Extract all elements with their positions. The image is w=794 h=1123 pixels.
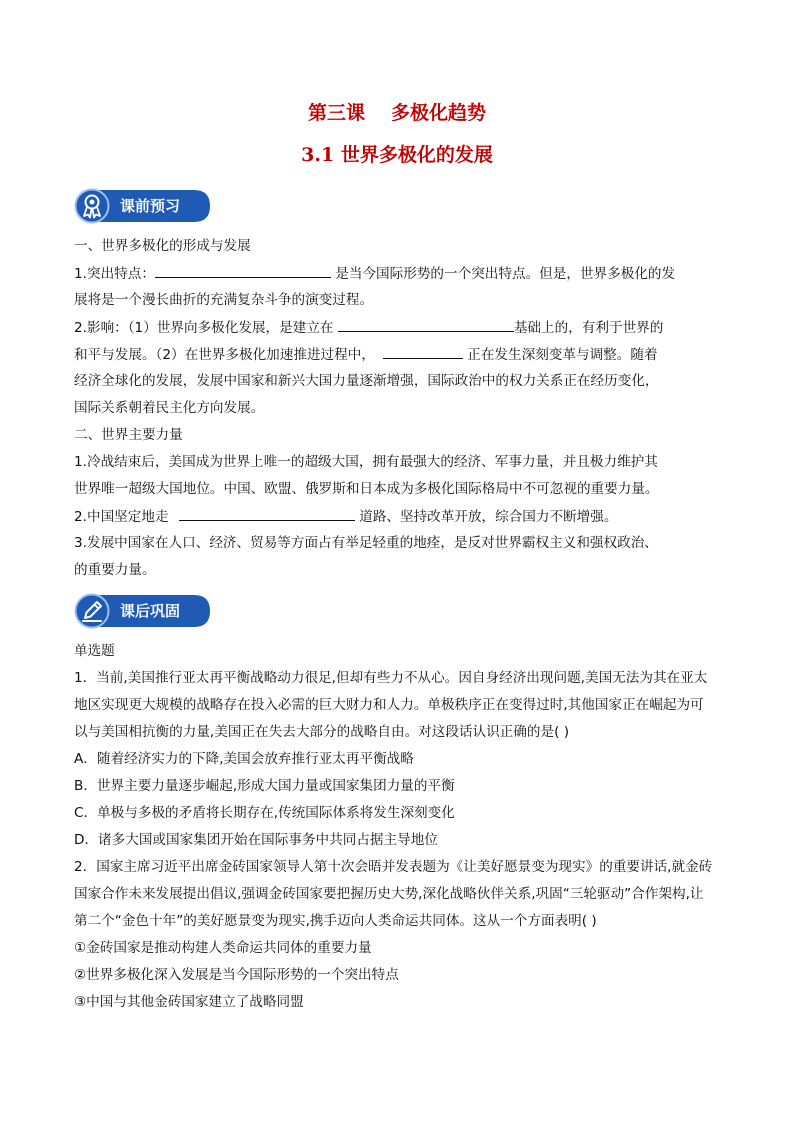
lesson-number: 第三课 xyxy=(307,102,365,124)
question-1-line-2: 地区实现更大规模的战略存在投入必需的巨大财力和人力。单极秩序正在变得过时,其他国家正在崛起为可 xyxy=(74,697,704,713)
preview-heading-2: 二、世界主要力量 xyxy=(74,427,183,443)
review-badge xyxy=(74,593,212,629)
question-2-line-1: 2．国家主席习近平出席金砖国家领导人第十次会晤并发表题为《让美好愿景变为现实》的重要讲话,就金砖 xyxy=(74,859,713,875)
text: 是当今国际形势的一个突出特点。但是，世界多极化的发 xyxy=(330,266,676,282)
fill-blank xyxy=(155,263,331,278)
preview-force-1-line-1: 1.冷战结束后，美国成为世界上唯一的超级大国，拥有最强大的经济、军事力量，并且极力维护其 xyxy=(74,454,658,470)
question-1-option-b: B．世界主要力量逐步崛起,形成大国力量或国家集团力量的平衡 xyxy=(74,778,455,794)
preview-force-3-line-2: 的重要力量。 xyxy=(74,562,156,578)
text: 正在发生深刻变革与调整。随着 xyxy=(462,347,658,363)
text: 道路、坚持改革开放，综合国力不断增强。 xyxy=(354,509,618,525)
question-2-line-2: 国家合作未来发展提出倡议,强调金砖国家要把握历史大势,深化战略伙伴关系,巩固“三轮驱动”合作架构,让 xyxy=(74,886,704,902)
fill-blank xyxy=(179,506,355,521)
fill-blank xyxy=(383,344,463,359)
question-1-option-d: D．诸多大国或国家集团开始在国际事务中共同占据主导地位 xyxy=(74,832,438,848)
preview-item-2-line-1 xyxy=(74,317,663,338)
text: 2.中国坚定地走 xyxy=(74,509,173,525)
text: 基础上的，有利于世界的 xyxy=(513,320,664,336)
question-1-line-1: 1．当前,美国推行亚太再平衡战略动力很足,但却有些力不从心。因自身经济出现问题,美国无法为其在亚太 xyxy=(74,670,708,686)
question-1-option-c: C．单极与多极的矛盾将长期存在,传统国际体系将发生深刻变化 xyxy=(74,805,455,821)
lesson-topic: 多极化趋势 xyxy=(391,102,487,124)
preview-item-2-line-4: 国际关系朝着民主化方向发展。 xyxy=(74,400,265,416)
preview-force-3-line-1: 3.发展中国家在人口、经济、贸易等方面占有举足轻重的地痊，是反对世界霸权主义和强权政治、 xyxy=(74,535,658,551)
question-2-statement-2: ②世界多极化深入发展是当今国际形势的一个突出特点 xyxy=(74,967,399,983)
preview-item-2-line-3: 经济全球化的发展，发展中国家和新兴大国力量逐渐增强，国际政治中的权力关系正在经历变化， xyxy=(74,373,659,389)
question-type: 单选题 xyxy=(74,643,115,659)
preview-force-2 xyxy=(74,506,617,527)
preview-badge xyxy=(74,188,212,224)
review-badge-label: 课后巩固 xyxy=(120,602,181,620)
question-2-statement-3: ③中国与其他金砖国家建立了战略同盟 xyxy=(74,994,304,1010)
preview-item-1-line-2: 展将是一个漫长曲折的充满复杂斗争的演变过程。 xyxy=(74,292,374,308)
question-2-line-3: 第二个“金色十年”的美好愿景变为现实,携手迈向人类命运共同体。这从一个方面表明( ) xyxy=(74,913,597,929)
preview-heading-1: 一、世界多极化的形成与发展 xyxy=(74,238,251,254)
question-2-statement-1: ①金砖国家是推动构建人类命运共同体的重要力量 xyxy=(74,940,372,956)
text: 1.突出特点： xyxy=(74,266,155,282)
preview-force-1-line-2: 世界唯一超级大国地位。中国、欧盟、俄罗斯和日本成为多极化国际格局中不可忽视的重要力量。 xyxy=(74,481,659,497)
text: 2.影响：（1）世界向多极化发展，是建立在 xyxy=(74,320,338,336)
text: 和平与发展。（2）在世界多极化加速推进过程中， xyxy=(74,347,375,363)
ribbon-award-icon xyxy=(74,188,110,224)
fill-blank xyxy=(338,317,514,332)
section-title: 3.1 世界多极化的发展 xyxy=(301,144,493,166)
question-1-option-a: A．随着经济实力的下降,美国会放弃推行亚太再平衡战略 xyxy=(74,751,414,767)
preview-item-1-line-1 xyxy=(74,263,675,284)
pencil-icon xyxy=(74,593,110,629)
lesson-title xyxy=(0,98,794,125)
preview-badge-label: 课前预习 xyxy=(120,197,181,215)
question-1-line-3: 以与美国相抗衡的力量,美国正在失去大部分的战略自由。对这段话认识正确的是( ) xyxy=(74,724,570,740)
preview-item-2-line-2 xyxy=(74,344,658,365)
